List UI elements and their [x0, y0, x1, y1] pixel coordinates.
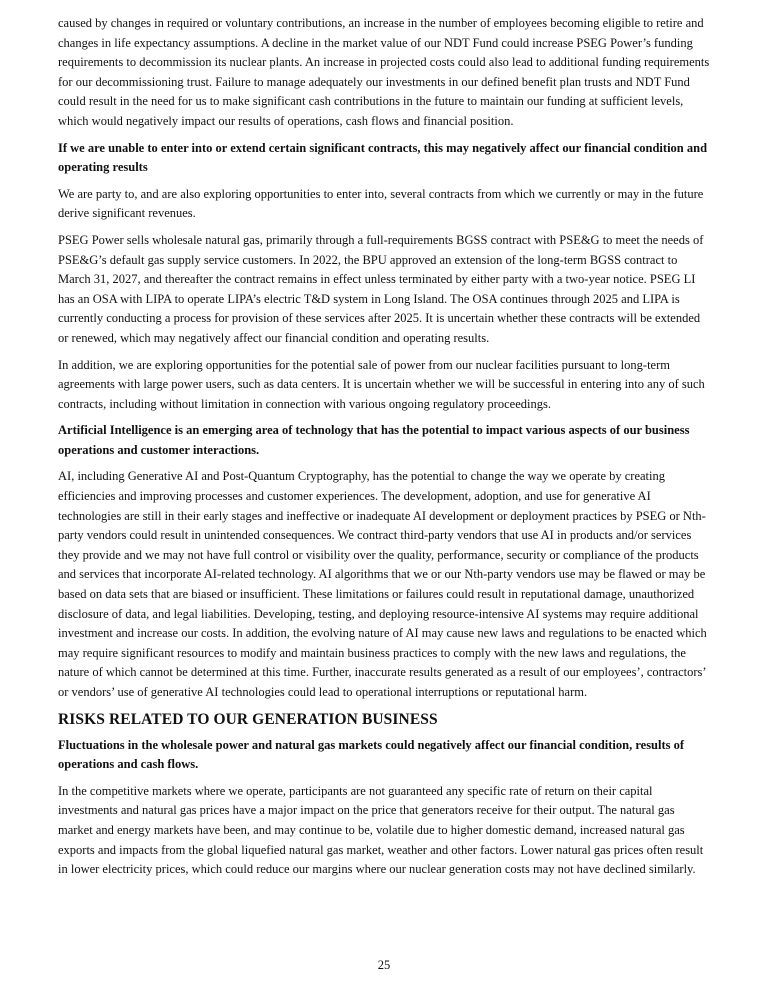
paragraph-competitive-markets: In the competitive markets where we operate, participants are not guaranteed any specific rate of return on their capital investments and natural gas prices have a major impact on the price that generators receive for their output. The natural gas market and energy markets have been, and may continue to be, volatile due to higher domestic demand, increased natural gas exports and impacts from the global liquefied natural gas market, weather and other factors. Lower natural gas prices often result in lower electricity prices, which could reduce our margins where our nuclear generation costs may not have declined similarly.	[58, 783, 704, 877]
section-title-generation-risks: RISKS RELATED TO OUR GENERATION BUSINESS	[58, 710, 438, 728]
paragraph-nuclear-power-sale: In addition, we are exploring opportunities for the potential sale of power from our nuclear facilities pursuant to long-term agreements with large power users, such as data centers. It is uncertain whether we will be successful in entering into any of such contracts, including without limitation in connection with various ongoing regulatory proceedings.	[58, 357, 705, 411]
document-body	[58, 14, 710, 887]
paragraph-ai-risks: AI, including Generative AI and Post-Quantum Cryptography, has the potential to change the way we operate by creating efficiencies and improving processes and customer experiences. The development, adoption, and use for generative AI technologies are still in their early stages and ineffective or inadequate AI development or deployment practices by PSEG or Nth-party vendors could result in unintended consequences. We contract third-party vendors that use AI in products and/or services they provide and we may not have full control or visibility over the quality, performance, security or compliance of the products and services that incorporate AI-related technology. AI algorithms that we or our Nth-party vendors use may be flawed or may be based on data sets that are biased or insufficient. These limitations or failures could result in reputational damage, unauthorized disclosure of data, and legal liabilities. Developing, testing, and deploying resource-intensive AI systems may require additional investment and increase our costs. In addition, the evolving nature of AI may cause new laws and regulations to be enacted which may require significant resources to modify and maintain business practices to comply with the new laws and regulations, the nature of which cannot be determined at this time. Further, inaccurate results generated as a result of our employees’, contractors’ or vendors’ use of generative AI technologies could lead to operational interruptions or reputational harm.	[58, 469, 707, 699]
subheading-artificial-intelligence: Artificial Intelligence is an emerging area of technology that has the potential to impact various aspects of our business operations and customer interactions.	[58, 423, 690, 457]
paragraph-contracts-intro: We are party to, and are also exploring opportunities to enter into, several contracts from which we currently or may in the future derive significant revenues.	[58, 186, 704, 221]
subheading-market-fluctuations: Fluctuations in the wholesale power and natural gas markets could negatively affect our financial condition, results of operations and cash flows.	[58, 737, 685, 772]
subheading-significant-contracts: If we are unable to enter into or extend certain significant contracts, this may negatively affect our financial condition and operating results	[58, 140, 708, 175]
paragraph-funding-requirements: caused by changes in required or voluntary contributions, an increase in the number of employees becoming eligible to retire and changes in life expectancy assumptions. A decline in the market value of our NDT Fund could increase PSEG Power’s funding requirements to decommission its nuclear plants. An increase in projected costs could also lead to additional funding requirements for our decommissioning trust. Failure to manage adequately our investments in our defined benefit plan trusts and NDT Fund could result in the need for us to make significant cash contributions in the future to maintain our funding at sufficient levels, which would negatively impact our results of operations, cash flows and financial position.	[58, 16, 710, 128]
page-number: 25	[377, 958, 391, 972]
paragraph-bgss-osa: PSEG Power sells wholesale natural gas, primarily through a full-requirements BGSS contract with PSE&G to meet the needs of PSE&G’s default gas supply service customers. In 2022, the BPU approved an extension of the long-term BGSS contract to March 31, 2027, and thereafter the contract remains in effect unless terminated by either party with a two-year notice. PSEG LI has an OSA with LIPA to operate LIPA’s electric T&D system in Long Island. The OSA continues through 2025 and LIPA is currently conducting a process for provision of these services after 2025. It is uncertain whether these contracts will be extended or renewed, which may negatively affect our financial condition and operating results.	[58, 232, 704, 345]
